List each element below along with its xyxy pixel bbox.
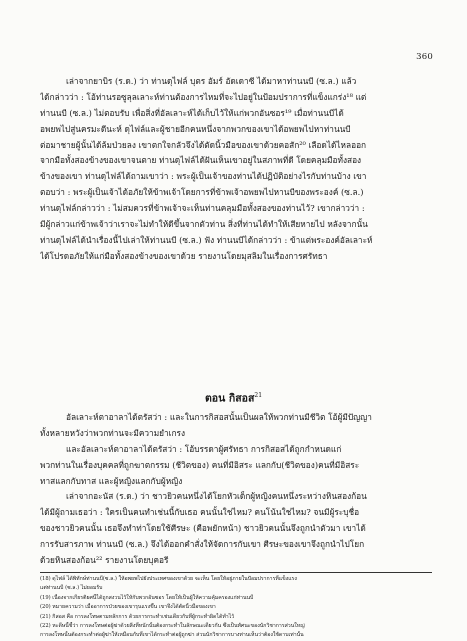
paragraph-line: จากมือทั้งสองข้างของเขาจนตาย ท่านดุไฟล์ได้ฝันเห็นเขาอยู่ในสภาพที่ดี โดยคลุมมือทั้งสอง	[40, 155, 362, 166]
footnote-line: (21) กิสอส คือ การลงโทษตามหลักการ ด้วยการกระทำเช่นเดียวกับที่ผู้กระทำผิดได้ทำไว้	[40, 613, 235, 620]
footnote-line: (20) หมายความว่า เมื่ออาการป่วยของเขารุนแรงขึ้น เขาจึงได้ตัดนิ้วมือของเขา	[40, 604, 216, 611]
paragraph-line: ทั้งหลายหวังว่าพวกท่านจะมีความยำเกรง	[40, 427, 186, 438]
section-footnote-marker: 21	[254, 392, 263, 399]
paragraph-line: ได้มีผู้ถามเธอว่า : ใครเป็นคนทำเช่นนี้กับเธอ คนนั้นใช่ไหม? คนโน้นใช่ไหม? จนมีผู้ระบุชื่อ	[40, 507, 360, 518]
page-number: 360	[416, 52, 433, 62]
footnote-line: การลงโทษนั้นต้องกระทำต่อผู้ฆ่าให้เหมือนกับที่เขาได้กระทำต่อผู้ถูกฆ่า ส่วนนักวิชาการบางท่านเห็นว่าต้องใช้ดาบเท่านั้น	[40, 632, 304, 639]
footnotes	[40, 575, 432, 641]
paragraph-line: อัลเลาะห์ตาอาลาได้ตรัสว่า : และในการกิสอสนั้นเป็นผลให้พวกท่านมีชีวิต โอ้ผู้มีปัญญา	[66, 412, 372, 422]
paragraph-line: และอัลเลาะห์ตาอาลาได้ตรัสว่า : โอ้บรรดาผู้ศรัทธา การกิสอสได้ถูกกำหนดแก่	[66, 443, 342, 454]
paragraph-line: การรับสารภาพ ท่านนบี (ซ.ล.) จึงได้ออกคำสั่งให้จัดการกับเขา ศีรษะของเขาจึงถูกนำไปโยก	[40, 539, 365, 550]
top-section	[40, 74, 432, 265]
footnote-line: (18) ดุไฟล์ ได้พิทักษ์ท่านนบี(ซ.ล.) ให้อพยพไปยังประเทศของเขาด้วย จะเห็น โดยให้อยู่ภายในป้อมปราการที่แข็งแรง	[40, 576, 297, 582]
paragraph-line: ตอบว่า : พระผู้เป็นเจ้าได้อภัยให้ข้าพเจ้าโดยการที่ข้าพเจ้าอพยพไปหานบีของพระองค์ (ซ.ล.)	[40, 187, 364, 198]
paragraph-line: อพยพไปสู่นครมะดีนะห์ ดุไฟล์และผู้ชายอีกคนหนึ่งจากพวกของเขาได้อพยพไปหาท่านนบี	[40, 123, 351, 134]
paragraph-line: ท่านดุไฟล์ได้นำเรื่องนี้ไปเล่าให้ท่านนบี (ซ.ล.) ฟัง ท่านนบีได้กล่าวว่า : ข้าแต่พระองค์อัลเลาะห์	[40, 234, 373, 245]
paragraph-line: ได้โปรดอภัยให้แก่มือทั้งสองข้างของเขาด้วย รายงานโดยมุสลิมในเรื่องการศรัทธา	[40, 250, 328, 261]
paragraph-line: ท่านดุไฟล์กล่าวว่า : ไม่สมควรที่ข้าพเจ้าจะเห็นท่านคลุมมือทั้งสองของท่านไว้? เขากล่าวว่า :	[40, 203, 365, 214]
paragraph-line: พวกท่านในเรื่องบุคคลที่ถูกฆาตกรรม (ชีวิตของ) คนที่มีอิสระ แลกกับ(ชีวิตของ)คนที่มีอิสระ	[40, 459, 360, 470]
footnote-line: แต่ท่านนบี (ซ.ล.) ไม่ยอมรับ	[40, 585, 103, 592]
paragraph-line: เล่าจากอะนัส (ร.ด.) ว่า ชาวยิวคนหนึ่งได้โยกหัวเด็กผู้หญิงคนหนึ่งระหว่างหินสองก้อน	[66, 491, 367, 502]
paragraph-line: ของชาวยิวคนนั้น เธอจึงทำท่าโดยใช้ศีรษะ (คือพยักหน้า) ชาวยิวคนนั้นจึงถูกนำตัวมา เขาได้	[40, 523, 366, 534]
footnote-divider	[40, 572, 432, 573]
paragraph-line: ทาสแลกกับทาส และผู้หญิงแลกกับผู้หญิง	[40, 475, 183, 486]
bottom-section	[40, 410, 432, 569]
paragraph-line: ด้วยหินสองก้อน²² รายงานโดยบุคอรี	[40, 555, 169, 566]
paragraph-line: ได้กล่าวว่า : โอ้ท่านรอซูลุลเลาะห์ท่านต้องการไหมที่จะไปอยู่ในป้อมปราการที่แข็งแกร่ง¹⁸ แต่	[40, 91, 367, 102]
paragraph-line: เล่าจากยาบิร (ร.ด.) ว่า ท่านดุไฟล์ บุตร อัมร์ อัดเดาซี ได้มาหาท่านนบี (ซ.ล.) แล้ว	[66, 76, 357, 86]
paragraph-line: ท่านนบี (ซ.ล.) ไม่ตอบรับ เพื่อสิ่งที่อัลเลาะห์ได้เก็บไว้ให้แก่พวกอันซอร¹⁹ เมื่อท่านนบีได้	[40, 107, 344, 118]
footnote-line: (19) เนื่องจากเกียรติยศนี้ได้ถูกสงวนไว้ให้กับพวกอันซอร โดยให้เป็นผู้ให้ความคุ้มครองแก่ท่านนบี	[40, 594, 254, 601]
paragraph-line: มีผู้กล่าวแก่ข้าพเจ้าว่าเราจะไม่ทำให้ดีขึ้นจากตัวท่าน สิ่งที่ท่านได้ทำให้เสียหายไป หลังจากนั้น	[40, 219, 368, 230]
paragraph-line: ต่อมาชายผู้นั้นได้ล้มป่วยลง เขาตกใจกลัวจึงได้ตัดนิ้วมือของเขาด้วยคอสัก²⁰ เลือดได้ไหลออก	[40, 139, 367, 150]
footnote-line: (22) หะดีษนี้ชี้ว่า การลงโทษต่อผู้ฆ่าด้วยสิ่งที่หนักนั้นต้องกระทำในลักษณะเดียวกัน ซึ่งเป็นทัศนะของนักวิชาการส่วนใหญ่	[40, 622, 305, 629]
section-title: ตอน กิสอส	[204, 392, 255, 405]
section-heading	[0, 389, 467, 406]
paragraph-line: ข้างของเขา ท่านดุไฟล์ได้ถามเขาว่า : พระผู้เป็นเจ้าของท่านได้ปฏิบัติอย่างไรกับท่านบ้าง เขา	[40, 171, 367, 182]
